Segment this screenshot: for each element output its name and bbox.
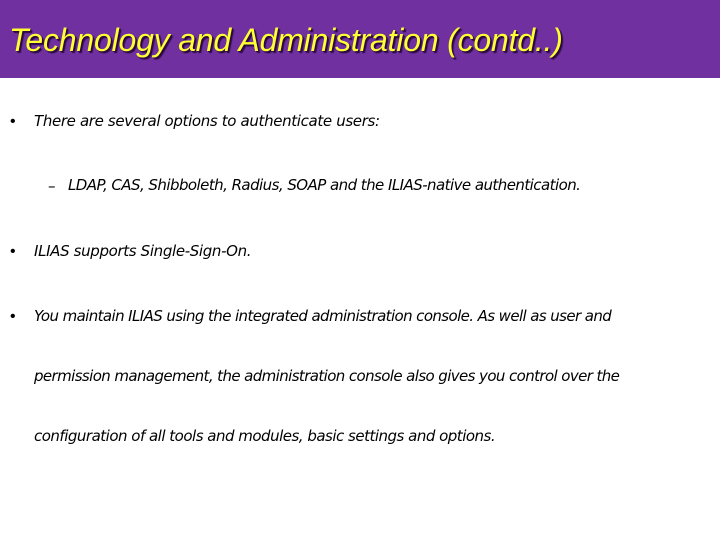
- bullet-authentication-options: There are several options to authenticate users:: [34, 112, 380, 130]
- bullet-marker: •: [10, 113, 16, 130]
- slide-title: Technology and Administration (contd..): [9, 22, 563, 58]
- bullet-admin-console-line-1: You maintain ILIAS using the integrated administration console. As well as user and: [34, 307, 612, 325]
- sub-bullet-authentication-methods: LDAP, CAS, Shibboleth, Radius, SOAP and the ILIAS-native authentication.: [68, 176, 581, 194]
- bullet-marker: •: [10, 308, 16, 325]
- bullet-admin-console-line-3: configuration of all tools and modules, basic settings and options.: [34, 427, 496, 445]
- bullet-marker: •: [10, 243, 16, 260]
- bullet-single-sign-on: ILIAS supports Single-Sign-On.: [34, 242, 252, 260]
- sub-bullet-marker: –: [48, 177, 56, 195]
- title-bar: [0, 0, 720, 78]
- bullet-admin-console-line-2: permission management, the administration console also gives you control over the: [34, 367, 620, 385]
